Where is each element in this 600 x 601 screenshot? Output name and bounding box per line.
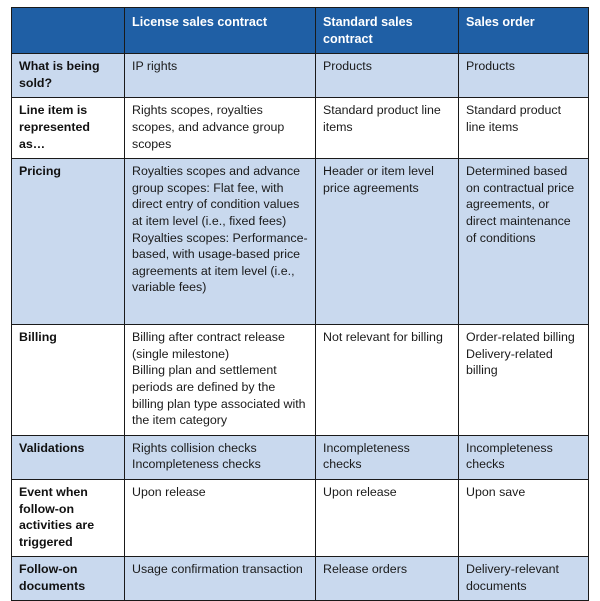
cell-line: Usage confirmation transaction bbox=[132, 562, 303, 577]
cell-line: Incompleteness checks bbox=[466, 440, 553, 472]
table-cell bbox=[316, 54, 459, 98]
row-header: Billing bbox=[12, 325, 125, 436]
table-row bbox=[12, 325, 589, 436]
row-header: Validations bbox=[12, 435, 125, 479]
table-row bbox=[12, 479, 589, 556]
table-cell bbox=[459, 159, 589, 325]
cell-line: Delivery-relevant documents bbox=[466, 562, 559, 593]
table-cell bbox=[125, 159, 316, 325]
cell-line: Upon save bbox=[466, 484, 526, 499]
table-cell bbox=[459, 479, 589, 556]
comparison-table-container bbox=[11, 7, 588, 601]
cell-line: Header or item level price agreements bbox=[323, 164, 434, 195]
cell-line: Rights collision checks bbox=[132, 440, 257, 455]
cell-line: IP rights bbox=[132, 59, 178, 74]
header-corner-cell bbox=[12, 8, 125, 54]
column-header-standard-sales-contract: Standard sales contract bbox=[316, 8, 459, 54]
cell-line: Billing plan and settlement periods are defined by the billing plan type associated with the item category bbox=[132, 363, 306, 428]
table-cell bbox=[459, 557, 589, 601]
table-row bbox=[12, 557, 589, 601]
table-cell bbox=[125, 479, 316, 556]
cell-line: Determined based on contractual price agreements, or direct maintenance of conditions bbox=[466, 164, 575, 245]
cell-line: Incompleteness checks bbox=[132, 457, 261, 472]
table-cell bbox=[125, 557, 316, 601]
table-cell bbox=[125, 98, 316, 159]
table-cell bbox=[459, 54, 589, 98]
table-cell bbox=[316, 479, 459, 556]
table-cell bbox=[459, 435, 589, 479]
cell-line: Order-related billing bbox=[466, 330, 575, 345]
cell-line: Royalties scopes and advance group scopes: Flat fee, with direct entry of condition values at item level (i.e., fixed fees) bbox=[132, 164, 301, 228]
table-row bbox=[12, 98, 589, 159]
table-body bbox=[12, 54, 589, 601]
cell-line: Standard product line items bbox=[323, 103, 441, 134]
cell-line: Products bbox=[466, 59, 515, 74]
column-header-license-sales-contract: License sales contract bbox=[125, 8, 316, 54]
cell-line: Rights scopes, royalties scopes, and advance group scopes bbox=[132, 103, 285, 151]
table-cell bbox=[316, 557, 459, 601]
row-header: Follow-on documents bbox=[12, 557, 125, 601]
table-cell bbox=[125, 54, 316, 98]
header-row bbox=[12, 8, 589, 54]
row-header: What is being sold? bbox=[12, 54, 125, 98]
table-cell bbox=[125, 325, 316, 436]
cell-line: Upon release bbox=[132, 484, 206, 499]
table-row bbox=[12, 435, 589, 479]
table-row bbox=[12, 159, 589, 325]
row-header: Event when follow-on activities are triggered bbox=[12, 479, 125, 556]
cell-line: Incompleteness checks bbox=[323, 440, 410, 472]
cell-line: Billing after contract release (single milestone) bbox=[132, 330, 285, 361]
cell-line: Upon release bbox=[323, 484, 397, 499]
comparison-table bbox=[11, 7, 589, 601]
table-cell bbox=[459, 325, 589, 436]
table-row bbox=[12, 54, 589, 98]
table-cell bbox=[316, 159, 459, 325]
cell-line: Delivery-related billing bbox=[466, 346, 553, 378]
cell-line: Not relevant for billing bbox=[323, 330, 443, 345]
table-cell bbox=[459, 98, 589, 159]
cell-line: Products bbox=[323, 59, 372, 74]
cell-line: Royalties scopes: Performance-based, with usage-based price agreements at item level (i.e., variable fees) bbox=[132, 230, 308, 295]
cell-line: Release orders bbox=[323, 562, 408, 577]
column-header-sales-order: Sales order bbox=[459, 8, 589, 54]
table-cell bbox=[316, 98, 459, 159]
table-cell bbox=[316, 435, 459, 479]
row-header: Pricing bbox=[12, 159, 125, 325]
row-header: Line item is represented as… bbox=[12, 98, 125, 159]
table-cell bbox=[125, 435, 316, 479]
table-header bbox=[12, 8, 589, 54]
cell-line: Standard product line items bbox=[466, 103, 562, 134]
table-cell bbox=[316, 325, 459, 436]
